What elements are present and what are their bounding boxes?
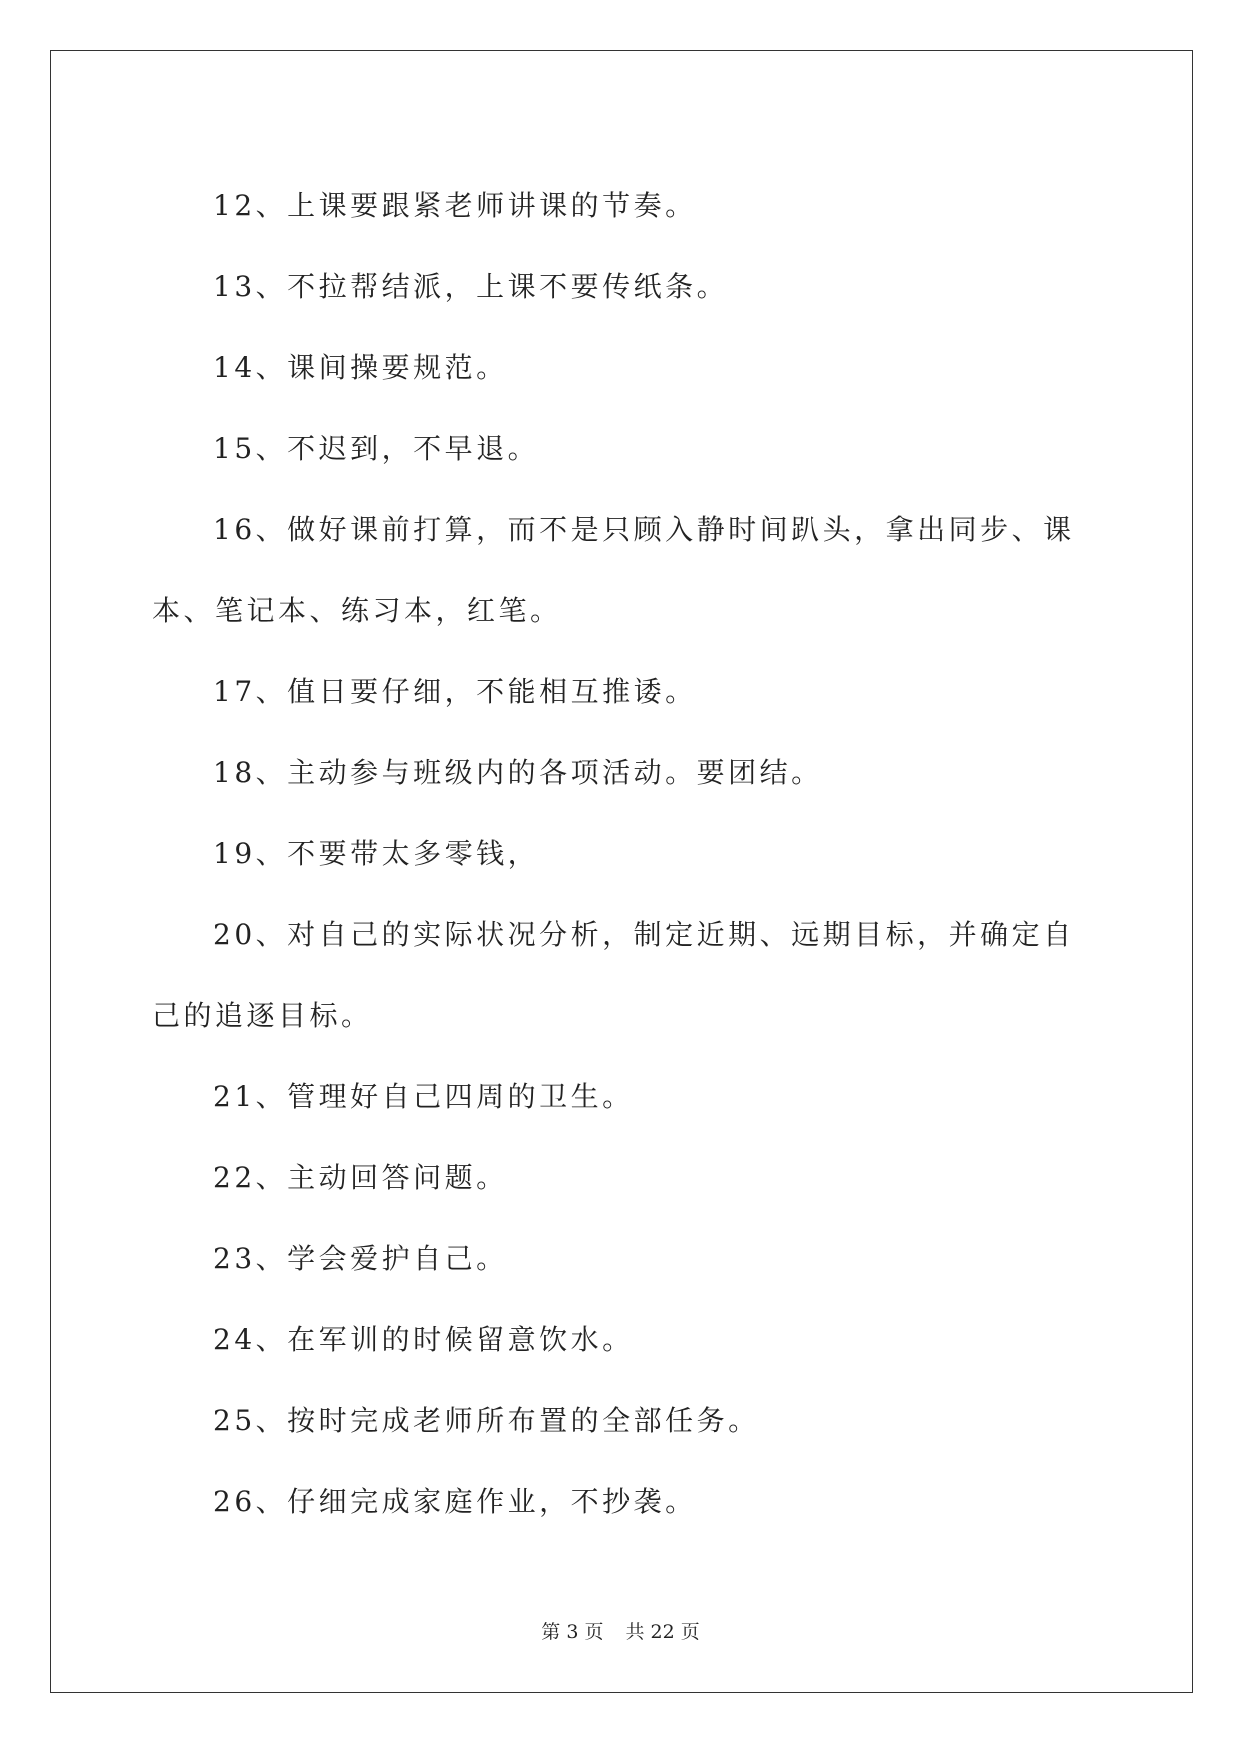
paragraph-13: 13、不拉帮结派，上课不要传纸条。 [213,270,729,303]
paragraph-17: 17、值日要仔细，不能相互推诿。 [213,675,697,708]
paragraph-15: 15、不迟到，不早退。 [213,432,540,465]
paragraph-21: 21、管理好自己四周的卫生。 [213,1080,634,1113]
paragraph-25: 25、按时完成老师所布置的全部任务。 [213,1404,760,1437]
paragraph-18: 18、主动参与班级内的各项活动。要团结。 [213,756,823,789]
page-footer [0,1617,1241,1644]
paragraph-12: 12、上课要跟紧老师讲课的节奏。 [213,189,697,222]
paragraph-20: 20、对自己的实际状况分析，制定近期、远期目标，并确定自己的追逐目标。 [152,918,1075,1032]
paragraph-16: 16、做好课前打算，而不是只顾入静时间趴头，拿出同步、课本、笔记本、练习本，红笔。 [152,513,1075,627]
paragraph-19: 19、不要带太多零钱， [213,837,540,870]
paragraph-23: 23、学会爱护自己。 [213,1242,508,1275]
document-body [152,165,1092,1542]
paragraph-14: 14、课间操要规范。 [213,351,508,384]
paragraph-22: 22、主动回答问题。 [213,1161,508,1194]
page-number: 第 3 页 [541,1621,604,1643]
page-total: 共 22 页 [625,1621,700,1643]
paragraph-26: 26、仔细完成家庭作业，不抄袭。 [213,1485,697,1518]
paragraph-24: 24、在军训的时候留意饮水。 [213,1323,634,1356]
